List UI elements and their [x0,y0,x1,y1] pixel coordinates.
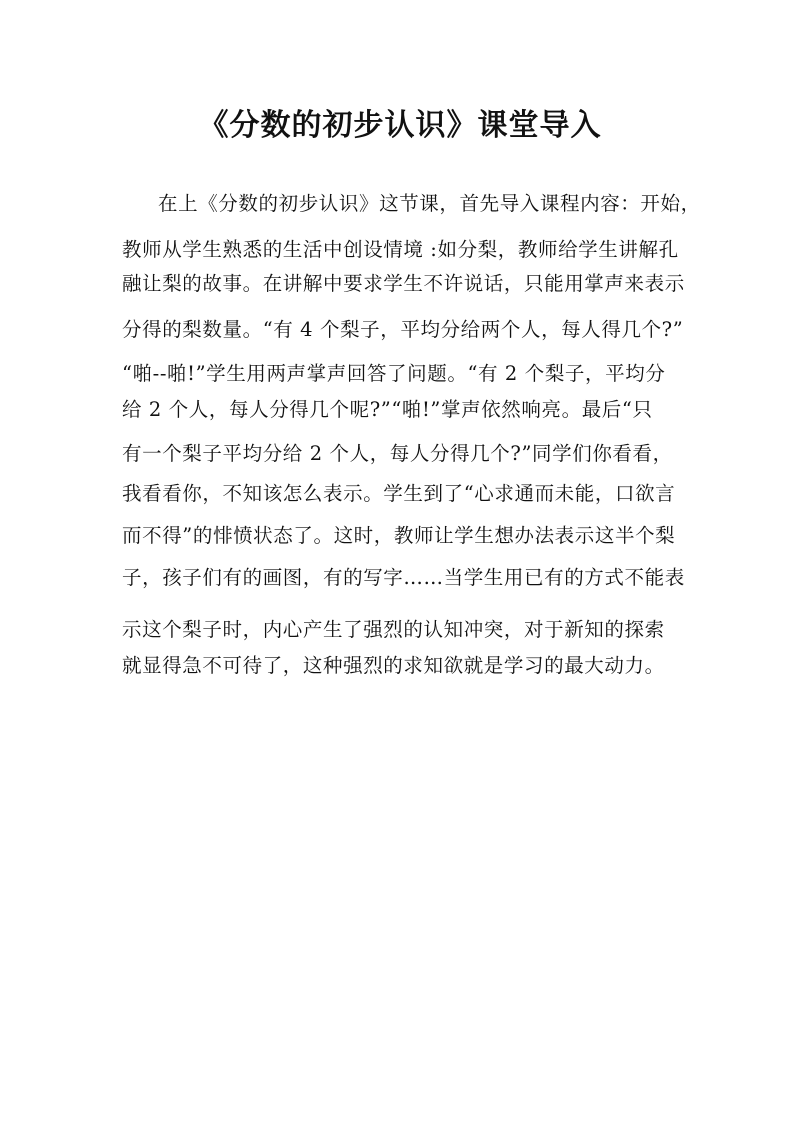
paragraph-line: 教师从学生熟悉的生活中创设情境 :如分梨，教师给学生讲解孔 [122,238,679,261]
paragraph-line: 给 2 个人，每人分得几个呢?”“啪!”掌声依然响亮。最后“只 [122,398,653,421]
paragraph-line: 而不得”的悱愤状态了。这时，教师让学生想办法表示这半个梨 [122,524,676,547]
paragraph-line: 我看看你，不知该怎么表示。学生到了“心求通而未能，口欲言 [122,482,676,505]
paragraph-line: 分得的梨数量。“有 4 个梨子，平均分给两个人，每人得几个?” [122,318,684,341]
paragraph-line: 在上《分数的初步认识》这节课，首先导入课程内容：开始， [158,192,701,215]
paragraph-line: 融让梨的故事。在讲解中要求学生不许说话，只能用掌声来表示 [122,272,685,295]
paragraph-line: 示这个梨子时，内心产生了强烈的认知冲突，对于新知的探索 [122,618,665,641]
paragraph-line: “啪--啪!”学生用两声掌声回答了问题。“有 2 个梨子，平均分 [122,362,666,385]
paragraph-line: 就显得急不可待了，这种强烈的求知欲就是学习的最大动力。 [122,654,665,677]
paragraph-line: 子，孩子们有的画图，有的写字……当学生用已有的方式不能表 [122,566,685,589]
document-title: 《分数的初步认识》课堂导入 [198,108,602,143]
paragraph-line: 有一个梨子平均分给 2 个人，每人分得几个?”同学们你看看， [122,442,673,465]
